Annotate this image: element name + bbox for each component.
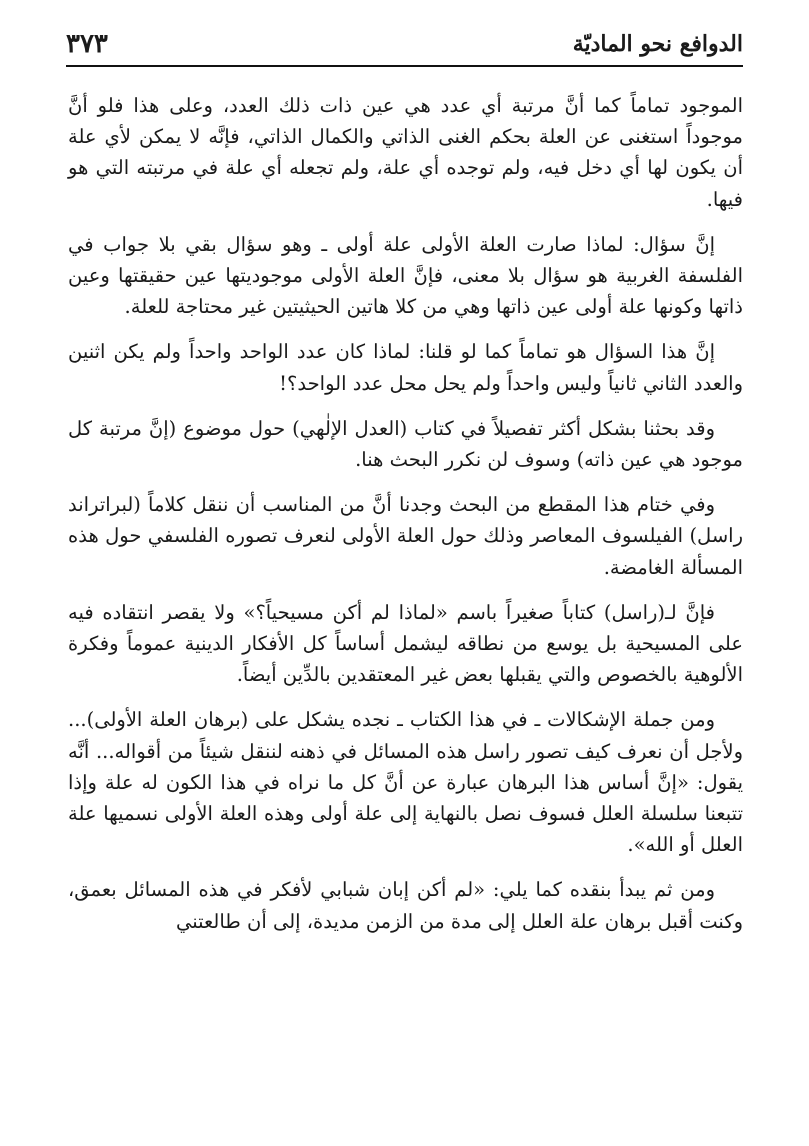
paragraph: إنَّ سؤال: لماذا صارت العلة الأولى علة أولى ـ وهو سؤال بقي بلا جواب في الفلسفة الغربية هو سؤال بلا معنى، فإنَّ العلة الأولى موجوديتها عين حقيقتها وعين ذاتها وكونها علة أولى عين ذاتها وهي من كلا هاتين الحيثيتين غير محتاجة للعلة.: [68, 232, 743, 319]
header-rule: [66, 65, 743, 67]
paragraph: وفي ختام هذا المقطع من البحث وجدنا أنَّ من المناسب أن ننقل كلاماً (لبراتراند راسل) الفيلسوف المعاصر وذلك حول العلة الأولى لنعرف تصوره الفلسفي حول هذه المسألة الغامضة.: [68, 493, 743, 579]
paragraph: ومن ثم يبدأ بنقده كما يلي: «لم أكن إبان شبابي لأفكر في هذه المسائل بعمق، وكنت أقبل برهان علة العلل إلى مدة من الزمن مديدة، إلى أن طالعتني: [68, 878, 743, 933]
paragraph: وقد بحثنا بشكل أكثر تفصيلاً في كتاب (العدل الإلٰهي) حول موضوع (إنَّ مرتبة كل موجود هي عين ذاته) وسوف لن نكرر البحث هنا.: [68, 416, 743, 472]
paragraph: ومن جملة الإشكالات ـ في هذا الكتاب ـ نجده يشكل على (برهان العلة الأولى)... ولأجل أن نعرف كيف تصور راسل هذه المسائل في ذهنه لننقل شيئاً من أقواله... أنَّه يقول: «إنَّ أساس هذا البرهان عبارة عن أنَّ كل ما نراه في هذا الكون له علة وإذا تتبعنا سلسلة العلل فسوف نصل بالنهاية إلى علة أولى وهذه العلة الأولى نسميها علة العلل أو الله».: [68, 708, 743, 857]
page-number: ٣٧٣: [66, 29, 108, 59]
paragraph: إنَّ هذا السؤال هو تماماً كما لو قلنا: لماذا كان عدد الواحد واحداً ولم يكن اثنين والعدد الثاني ثانياً وليس واحداً ولم يحل محل عدد الواحد؟!: [68, 340, 743, 395]
paragraph: الموجود تماماً كما أنَّ مرتبة أي عدد هي عين ذات ذلك العدد، وعلى هذا فلو أنَّ موجوداً استغنى عن العلة بحكم الغنى الذاتي والكمال الذاتي، فإنَّه لا يمكن لأي علة أن يكون لها أي دخل فيه، ولم توجده أي علة، ولم تجعله أي علة في مرتبته التي هو فيها.: [68, 94, 743, 211]
chapter-title: الدوافع نحو الماديّة: [572, 31, 743, 57]
page-body: [68, 90, 743, 1146]
running-header: [66, 22, 743, 66]
paragraph: فإنَّ لـ(راسل) كتاباً صغيراً باسم «لماذا لم أكن مسيحياً؟» ولا يقصر انتقاده فيه على المسيحية بل يوسع من نطاقه ليشمل أساساً كل الأفكار الدينية عموماً وفكرة الألوهية بالخصوص والتي يقبلها بعض غير المعتقدين بالدِّين أيضاً.: [68, 600, 743, 687]
